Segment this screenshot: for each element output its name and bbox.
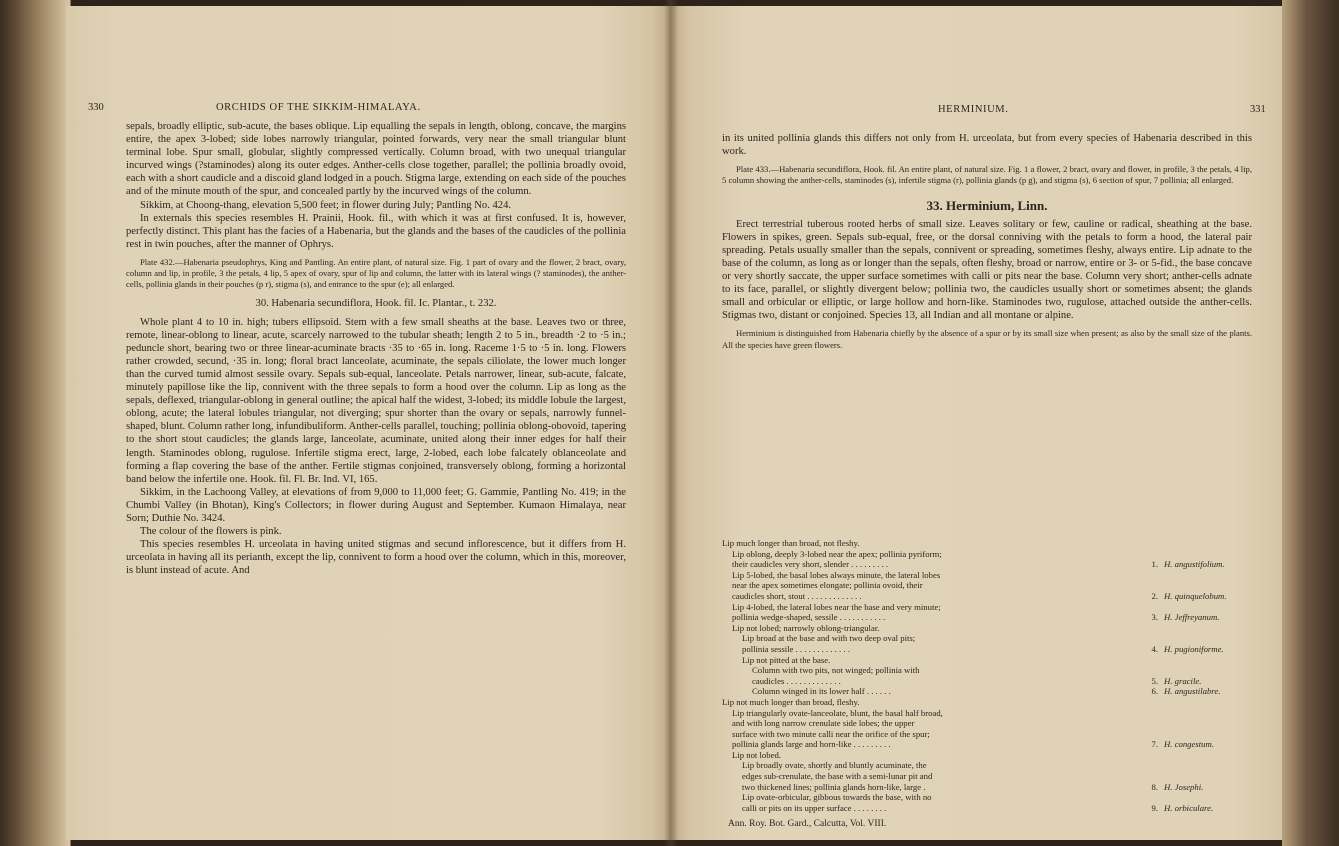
key-row [722, 708, 1248, 719]
key-row-species: H. pugioniforme. [1164, 643, 1224, 654]
key-row [722, 665, 1248, 676]
key-row-species [1158, 708, 1248, 719]
key-row-text: pollinia sessile . . . . . . . . . . . . . [742, 643, 850, 654]
key-row-text: and with long narrow crenulate side lobes; the upper [732, 718, 915, 729]
key-row-number [1144, 792, 1158, 803]
key-row-text: Lip ovate-orbicular, gibbous towards the base, with no [742, 792, 932, 803]
key-row-species [1158, 792, 1248, 803]
right-text-block [722, 132, 1252, 351]
key-row [722, 729, 1248, 740]
key-row-number [1144, 760, 1158, 771]
key-row-number [1144, 570, 1158, 581]
key-row-number: 7. [1151, 739, 1158, 750]
key-row-number [1144, 708, 1158, 719]
key-row [722, 760, 1248, 771]
genus-note: Herminium is distinguished from Habenaria chiefly by the absence of a spur or by its small size when present; as also by the small size of the plants. All the species have green flowers. [722, 328, 1252, 350]
key-row-number [1144, 718, 1158, 729]
key-row-text: Lip 4-lobed, the lateral lobes near the base and very minute; [732, 601, 941, 612]
key-row-species [1158, 633, 1248, 644]
key-row [722, 591, 1248, 602]
key-row [722, 803, 1248, 814]
key-row [722, 686, 1248, 697]
description-paragraph: sepals, broadly elliptic, sub-acute, the bases oblique. Lip equalling the sepals in length, oblong, concave, the margins entire, the apex 3-lobed; side lobes narrowly triangular, pointed forwards, very near the small triangular blunt terminal lobe. Spur small, globular, slightly compressed vertically. Column broad, with two unequal triangular incurved wings (?staminodes) along its outer edges. Anther-cells close together, parallel; the pollinia broadly ovoid, each with a short caudicle and a discoid gland lodged in a pouch. Stigma large, extending on each side of the pouches and of the minute mouth of the spur, and concealed partly by the incurved wings of the column. [126, 121, 626, 198]
key-row-text: pollinia wedge-shaped, sessile . . . . . . . . . . . [732, 612, 886, 623]
key-row [722, 655, 1248, 666]
right-page-number: 331 [1250, 104, 1266, 115]
key-row-species: H. quinquelobum. [1164, 590, 1227, 601]
key-row-text: their caudicles very short, slender . . . . . . . . . [732, 559, 889, 570]
plate-caption: Plate 432.—Habenaria pseudophrys, King and Pantling. An entire plant, of natural size. Fig. 1 part of ovary and the flower, 2 bract, ovary, column and lip, in profile, 3 the petals, 4 lip, 5 apex of ovary, spur of lip and column, the latter with its lateral wings (? staminodes), the anther-cells, pollinia glands in their pouches (p r), stigma (s), and entrance to the spur (e); all enlarged. [126, 256, 626, 290]
key-row-number [1144, 633, 1158, 644]
page-edges [1282, 0, 1339, 846]
key-row [722, 792, 1248, 803]
colour-paragraph: The colour of the flowers is pink. [140, 526, 282, 538]
key-row-text: caudicles short, stout . . . . . . . . . . . . . [732, 590, 862, 601]
key-row [722, 623, 1248, 634]
key-row-text: Lip not lobed. [732, 749, 781, 760]
key-row-species [1158, 760, 1248, 771]
key-row-number [1144, 538, 1158, 549]
key-row-species [1158, 580, 1248, 591]
key-row-species [1158, 771, 1248, 782]
key-row-number [1144, 750, 1158, 761]
key-row [722, 782, 1248, 793]
key-row-number: 6. [1151, 686, 1158, 697]
key-row-number [1144, 655, 1158, 666]
key-row [722, 559, 1248, 570]
key-row-text: caudicles . . . . . . . . . . . . . [752, 675, 841, 686]
key-row-number [1144, 580, 1158, 591]
key-row-species [1158, 538, 1248, 549]
key-row-species [1158, 729, 1248, 740]
key-row-text: two thickened lines; pollinia glands horn-like, large . [742, 781, 926, 792]
left-page [66, 6, 670, 840]
left-running-head: ORCHIDS OF THE SIKKIM-HIMALAYA. [216, 102, 421, 113]
key-row [722, 718, 1248, 729]
key-row-species [1158, 655, 1248, 666]
key-row [722, 612, 1248, 623]
plate-caption-right: Plate 433.—Habenaria secundiflora, Hook. fil. An entire plant, of natural size. Fig. 1 a flower, 2 bract, ovary and flower, in profile, 3 the petals, 4 lip, 5 column showing the anther-cells, staminodes (s), infertile stigma (r), pollinia glands (p g), and stigma (s), 6 section of spur, 7 pollinia; all enlarged. [722, 164, 1252, 186]
key-row-species [1158, 570, 1248, 581]
key-row-number [1144, 602, 1158, 613]
key-row [722, 580, 1248, 591]
externals-paragraph: In externals this species resembles H. Prainii, Hook. fil., with which it was at first confused. It is, however, perfectly distinct. This plant has the facies of a Habenaria, but the glands and the bases of the caudicles of the pollinia rest in twin pouches, after the manner of Ophrys. [126, 212, 626, 250]
right-running-head: HERMINIUM. [938, 104, 1009, 115]
key-row-species [1158, 697, 1248, 708]
key-row-text: Lip oblong, deeply 3-lobed near the apex; pollinia pyriform; [732, 548, 942, 559]
key-row [722, 750, 1248, 761]
genus-heading: 33. Herminium, Linn. [926, 197, 1048, 213]
key-row-text: near the apex sometimes elongate; pollinia ovoid, their [732, 580, 923, 591]
key-row-text: calli or pits on its upper surface . . . . . . . . [742, 802, 887, 813]
key-row-text: Lip much longer than broad, not fleshy. [722, 538, 860, 548]
key-row-species [1158, 665, 1248, 676]
key-row-number: 4. [1151, 643, 1158, 654]
whole-plant-paragraph: Whole plant 4 to 10 in. high; tubers ellipsoid. Stem with a few small sheaths at the base. Leaves two or three, remote, linear-oblong to linear, acute, scarcely narrowed to the tubular sheath; length 2 to 5 in., breadth ·2 to ·5 in.; peduncle short, bearing two or three linear-acuminate bracts ·35 to ·65 in. long. Raceme 1·5 to ·5 in. long. Flowers rather crowded, secund, ·35 in. long; floral bract lanceolate, acuminate, the sepals ciliolate, the lower much longer than the curved tumid almost sessile ovary. Sepals sub-equal, lanceolate. Petals narrower, linear, sub-acute, falcate, minutely papillose like the lip, connivent with the three sepals to form a hood over the column. Lip as long as the sepals, deflexed, triangular-oblong in general outline; the apical half the widest, 3-lobed; its middle lobule the largest, oblong, acute; the lateral lobules triangular, not diverging; spur shorter than the ovary or sepals, narrowly funnel-shaped, blunt. Column rather long, infundibuliform. Anther-cells parallel, touching; pollinia oblong-obovoid, tapering to the short stout caudicles; the glands large, lanceolate, acuminate, united along their inner edges for half their length. Staminodes oblong, rugulose. Infertile stigma erect, large, 2-lobed, each lobe falcately oblanceolate and forming a flap covering the base of the anther. Fertile stigmas conjoined, transversely oblong, forming a horizontal band below the infertile one. Hook. fil. Fl. Br. Ind. VI, 165. [126, 316, 626, 485]
key-row-text: Lip not much longer than broad, fleshy. [722, 696, 860, 707]
key-row-number: 5. [1151, 675, 1158, 686]
key-row-number: 3. [1151, 612, 1158, 623]
key-row [722, 676, 1248, 687]
key-row-number: 1. [1151, 559, 1158, 570]
key-row-number [1144, 549, 1158, 560]
distribution-paragraph: Sikkim, in the Lachoong Valley, at elevations of from 9,000 to 11,000 feet; G. Gammie, Pantling No. 419; in the Chumbi Valley (in Bhotan), King's Collectors; in flower during August and September. Kumaon Himalaya, near Sorn; Duthie No. 3424. [126, 486, 626, 525]
key-row-text: surface with two minute calli near the orifice of the spur; [732, 728, 930, 739]
species-key [722, 538, 1248, 813]
book-spine [664, 0, 678, 846]
left-page-number: 330 [88, 102, 104, 113]
key-row-species: H. angustifolium. [1164, 559, 1225, 570]
resembles-paragraph: This species resembles H. urceolata in having united stigmas and secund inflorescence, but it differs from H. urceolata in having all its perianth, except the lip, connivent to form a hood over the column, which in this, moreover, is blunt instead of acute. And [126, 539, 626, 577]
key-row-species [1158, 623, 1248, 634]
left-text-block [126, 120, 626, 578]
key-row-species: H. angustilabre. [1164, 686, 1221, 697]
key-row [722, 739, 1248, 750]
key-row-number: 8. [1151, 781, 1158, 792]
genus-description: Erect terrestrial tuberous rooted herbs of small size. Leaves solitary or few, cauline or radical, sheathing at the base. Flowers in spikes, green. Sepals sub-equal, free, or the dorsal conniving with the petals to form a hood, the lateral pair spreading. Petals usually smaller than the sepals, connivent or spreading, sometimes fleshy, always entire. Lip adnate to the base of the column, as long as or longer than the sepals, often fleshy, broad or narrow, entire or 3- or 5-fid., the base concave or very shortly saccate, the upper surface sometimes with calli or pits near the base. Column very short; anther-cells adnate to its face, parallel, or slightly divergent below; pollinia two, the caudicles usually short or sometimes absent; the glands small and orbicular or elliptic, or large hollow and horn-like. Staminodes two, rugulose, attached outside the anther-cells. Stigmas two, distant or conjoined. Species 13, all Indian and all montane or alpine. [722, 218, 1252, 322]
locality-paragraph: Sikkim, at Choong-thang, elevation 5,500 feet; in flower during July; Pantling No. 424. [140, 199, 512, 211]
key-row [722, 697, 1248, 708]
key-row-text: Column winged in its lower half . . . . . . [752, 686, 891, 697]
key-row-text: Column with two pits, not winged; pollinia with [752, 665, 920, 676]
key-row [722, 538, 1248, 549]
key-row-number [1144, 771, 1158, 782]
key-row-species: H. congestum. [1164, 739, 1214, 750]
key-row-text: Lip triangularly ovate-lanceolate, blunt, the basal half broad, [732, 707, 943, 718]
key-row-text: Lip not lobed; narrowly oblong-triangular. [732, 622, 880, 633]
key-row-text: Lip broadly ovate, shortly and bluntly acuminate, the [742, 760, 927, 771]
key-row-species: H. orbiculare. [1164, 802, 1214, 813]
key-row-species: H. Jeffreyanum. [1164, 612, 1220, 623]
key-row-number [1144, 729, 1158, 740]
key-row-species: H. gracile. [1164, 675, 1202, 686]
page-footer: Ann. Roy. Bot. Gard., Calcutta, Vol. VIII. [728, 819, 887, 829]
key-row-text: Lip not pitted at the base. [742, 654, 831, 665]
key-row [722, 633, 1248, 644]
key-row-species [1158, 718, 1248, 729]
key-row [722, 771, 1248, 782]
species-heading: 30. Habenaria secundiflora, Hook. fil. Ic. Plantar., t. 232. [255, 297, 497, 309]
key-row-number [1144, 665, 1158, 676]
key-row-species [1158, 750, 1248, 761]
key-row-species [1158, 602, 1248, 613]
key-row-number: 2. [1151, 590, 1158, 601]
key-row-text: pollinia glands large and horn-like . . . . . . . . . [732, 739, 891, 750]
right-page [670, 6, 1282, 840]
key-row-number: 9. [1151, 802, 1158, 813]
key-row-species [1158, 549, 1248, 560]
key-row [722, 602, 1248, 613]
key-row-species: H. Josephi. [1164, 781, 1204, 792]
key-row-number [1144, 697, 1158, 708]
key-row [722, 549, 1248, 560]
key-row-text: edges sub-crenulate, the base with a semi-lunar pit and [742, 771, 933, 782]
key-row-number [1144, 623, 1158, 634]
continuation-paragraph: in its united pollinia glands this differs not only from H. urceolata, but from every species of Habenaria described in this work. [722, 133, 1252, 158]
key-row-text: Lip broad at the base and with two deep oval pits; [742, 633, 916, 644]
key-row-text: Lip 5-lobed, the basal lobes always minute, the lateral lobes [732, 569, 941, 580]
key-row [722, 570, 1248, 581]
key-row [722, 644, 1248, 655]
